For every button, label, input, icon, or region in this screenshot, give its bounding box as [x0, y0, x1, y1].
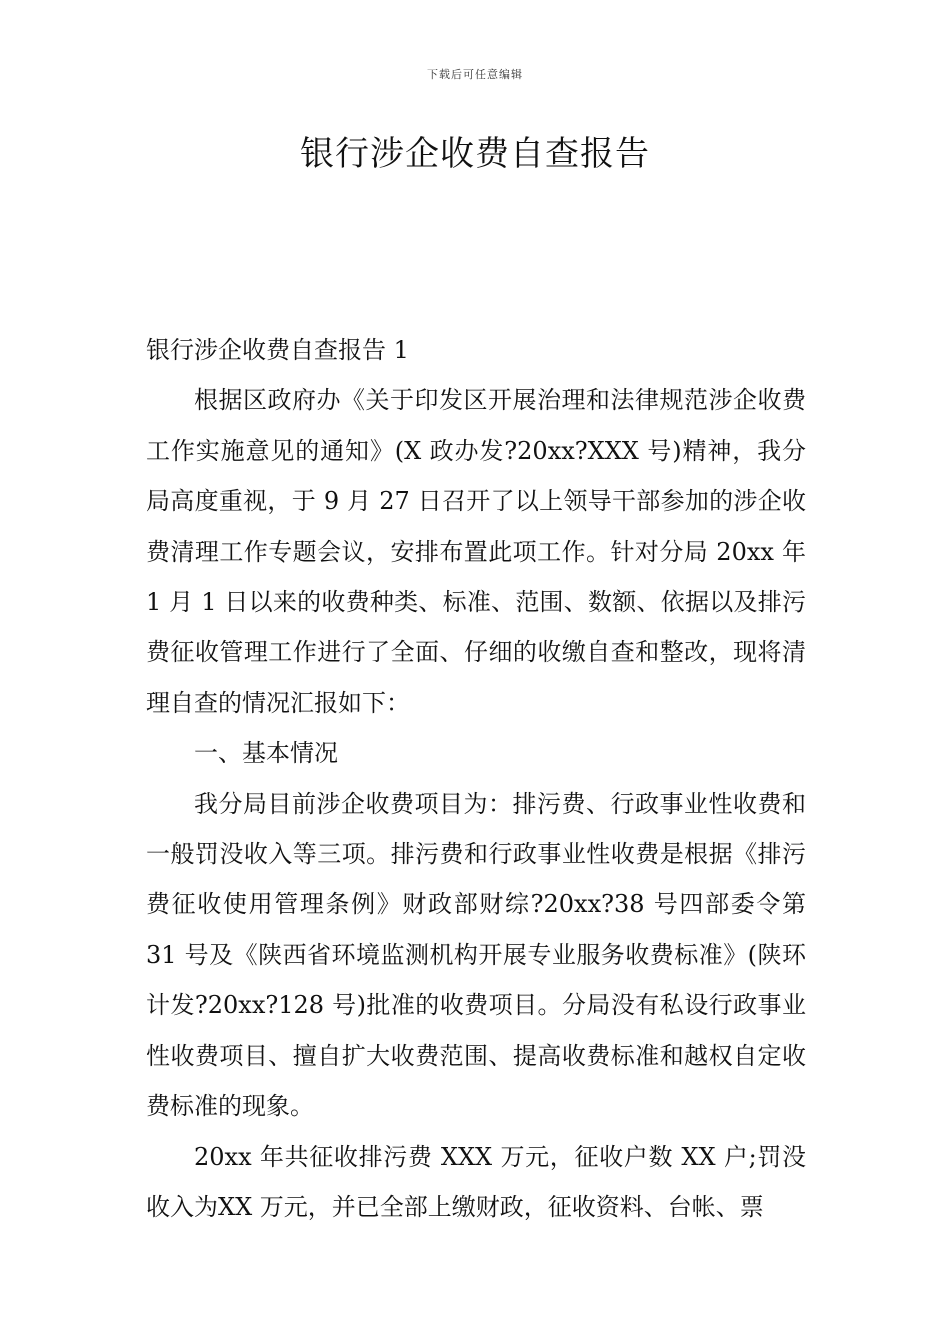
- section-heading-basic: 一、基本情况: [194, 739, 338, 768]
- document-body: [146, 325, 806, 1232]
- paragraph-collection: 20xx 年共征收排污费 XXX 万元，征收户数 XX 户;罚没收入为XX 万元，并已全部上缴财政，征收资料、台帐、票: [146, 1142, 806, 1221]
- header-note: 下载后可任意编辑: [427, 68, 523, 81]
- paragraph-intro: 根据区政府办《关于印发区开展治理和法律规范涉企收费工作实施意见的通知》(X 政办发?20xx?XXX 号)精神，我分局高度重视，于 9 月 27 日召开了以上领导干部参加的涉企收费清理工作专题会议，安排布置此项工作。针对分局 20xx 年 1 月 1 日以来的收费种类、标准、范围、数额、依据以及排污费征收管理工作进行了全面、仔细的收缴自查和整改，现将清理自查的情况汇报如下：: [146, 386, 806, 717]
- section-title: 银行涉企收费自查报告 1: [146, 336, 409, 364]
- paragraph-fee-items: 我分局目前涉企收费项目为：排污费、行政事业性收费和一般罚没收入等三项。排污费和行政事业性收费是根据《排污费征收使用管理条例》财政部财综?20xx?38 号四部委令第 31 号及《陕西省环境监测机构开展专业服务收费标准》(陕环计发?20xx?128 号)批准的收费项目。分局没有私设行政事业性收费项目、擅自扩大收费范围、提高收费标准和越权自定收费标准的现象。: [146, 789, 806, 1121]
- document-title: 银行涉企收费自查报告: [300, 134, 650, 174]
